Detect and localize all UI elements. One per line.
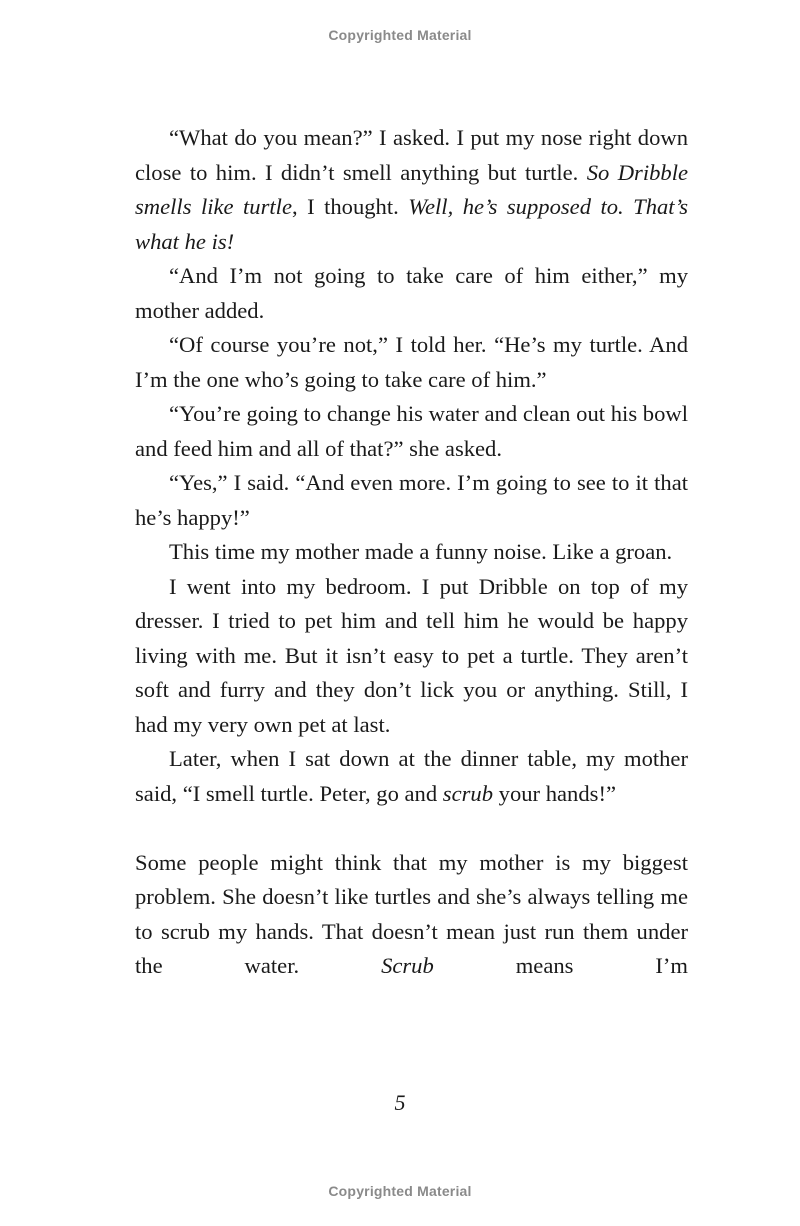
paragraph-8: Later, when I sat down at the dinner table, my mother said, “I smell turtle. Peter, go and scrub your hands!” bbox=[135, 746, 688, 806]
paragraph-3: “Of course you’re not,” I told her. “He’s my turtle. And I’m the one who’s going to take care of him.” bbox=[135, 332, 688, 392]
paragraph-6: This time my mother made a funny noise. Like a groan. bbox=[169, 539, 673, 564]
paragraph-5: “Yes,” I said. “And even more. I’m going to see to it that he’s happy!” bbox=[135, 470, 688, 530]
paragraph-7: I went into my bedroom. I put Dribble on top of my dresser. I tried to pet him and tell him he would be happy living with me. But it isn’t easy to pet a turtle. They aren’t soft and furry and they don’t lick you or anything. Still, I had my very own pet at last. bbox=[135, 573, 688, 737]
paragraph-2: “And I’m not going to take care of him either,” my mother added. bbox=[135, 263, 688, 323]
body-text bbox=[135, 121, 688, 984]
paragraph-1: “What do you mean?” I asked. I put my nose right down close to him. I didn’t smell anything but turtle. So Dribble smells like turtle, I thought. Well, he’s supposed to. That’s what he is! bbox=[135, 125, 688, 254]
paragraph-9: Some people might think that my mother is my biggest problem. She doesn’t like turtles and she’s always telling me to scrub my hands. That doesn’t mean just run them under the water. Scrub means I’m bbox=[135, 849, 688, 978]
watermark-top: Copyrighted Material bbox=[328, 27, 472, 43]
watermark-bottom: Copyrighted Material bbox=[328, 1183, 472, 1199]
page-number: 5 bbox=[394, 1090, 406, 1115]
paragraph-4: “You’re going to change his water and clean out his bowl and feed him and all of that?” she asked. bbox=[135, 401, 688, 461]
